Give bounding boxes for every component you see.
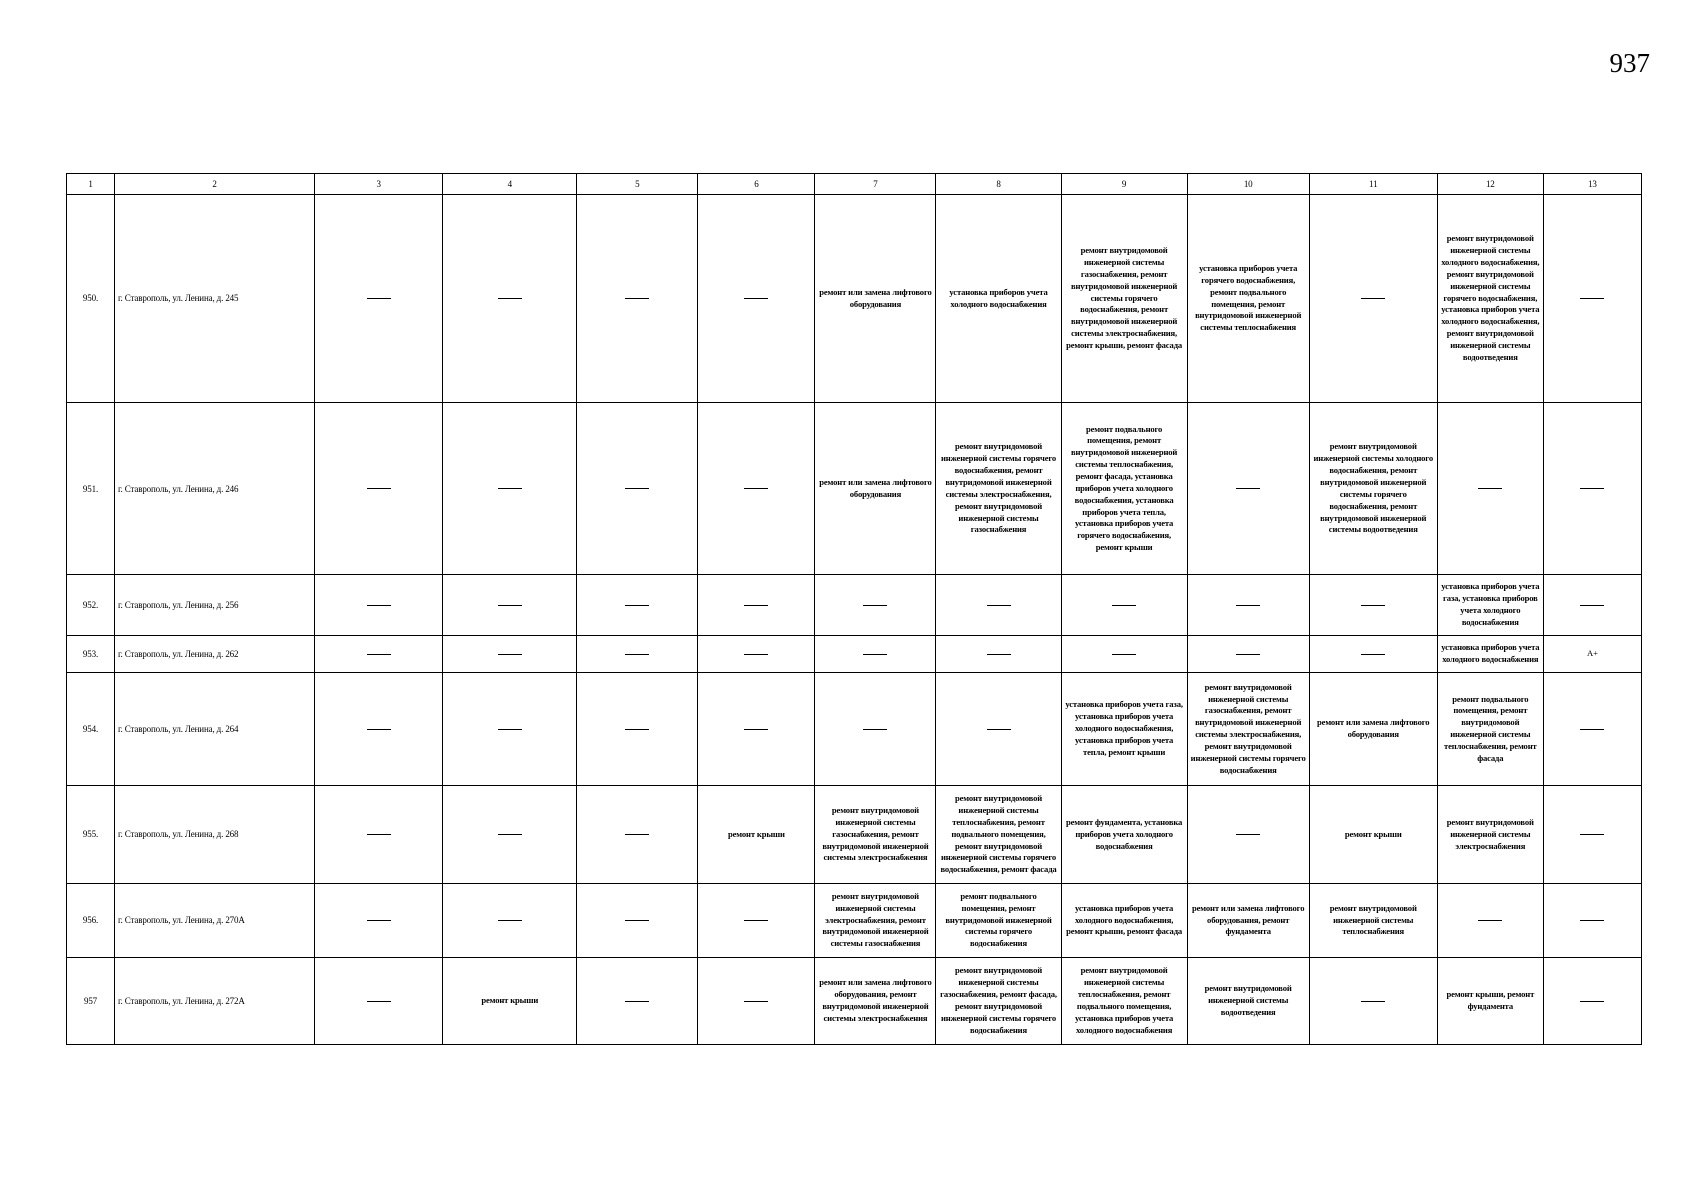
column-number-8: 8 bbox=[936, 174, 1061, 195]
empty-cell bbox=[1543, 884, 1641, 958]
dash-mark bbox=[1361, 298, 1385, 299]
work-cell: ремонт внутридомовой инженерной системы электроснабжения, ремонт внутридомовой инженерной системы газоснабжения bbox=[815, 884, 936, 958]
table-row bbox=[67, 575, 1642, 636]
empty-cell bbox=[315, 884, 443, 958]
dash-mark bbox=[863, 654, 887, 655]
dash-mark bbox=[1361, 1001, 1385, 1002]
empty-cell bbox=[1187, 403, 1309, 575]
dash-mark bbox=[498, 920, 522, 921]
empty-cell bbox=[443, 673, 577, 786]
work-cell: ремонт внутридомовой инженерной системы холодного водоснабжения, ремонт внутридомовой инженерной системы горячего водоснабжения, ремонт внутридомовой инженерной системы водоотведения bbox=[1309, 403, 1437, 575]
work-cell: ремонт внутридомовой инженерной системы газоснабжения, ремонт внутридомовой инженерной системы электроснабжения bbox=[815, 786, 936, 884]
work-cell: ремонт фундамента, установка приборов учета холодного водоснабжения bbox=[1061, 786, 1187, 884]
dash-mark bbox=[1236, 488, 1260, 489]
work-cell: А+ bbox=[1543, 636, 1641, 673]
dash-mark bbox=[744, 605, 768, 606]
empty-cell bbox=[1543, 786, 1641, 884]
dash-mark bbox=[1580, 920, 1604, 921]
empty-cell bbox=[698, 957, 815, 1044]
empty-cell bbox=[1437, 884, 1543, 958]
empty-cell bbox=[698, 194, 815, 403]
address-cell: г. Ставрополь, ул. Ленина, д. 256 bbox=[115, 575, 315, 636]
address-cell: г. Ставрополь, ул. Ленина, д. 268 bbox=[115, 786, 315, 884]
empty-cell bbox=[815, 636, 936, 673]
empty-cell bbox=[577, 194, 698, 403]
empty-cell bbox=[1437, 403, 1543, 575]
dash-mark bbox=[1478, 920, 1502, 921]
dash-mark bbox=[1361, 654, 1385, 655]
address-cell: г. Ставрополь, ул. Ленина, д. 272А bbox=[115, 957, 315, 1044]
address-cell: г. Ставрополь, ул. Ленина, д. 246 bbox=[115, 403, 315, 575]
dash-mark bbox=[367, 920, 391, 921]
dash-mark bbox=[625, 488, 649, 489]
table-row bbox=[67, 884, 1642, 958]
dash-mark bbox=[987, 729, 1011, 730]
empty-cell bbox=[815, 673, 936, 786]
dash-mark bbox=[367, 605, 391, 606]
empty-cell bbox=[577, 673, 698, 786]
table-body bbox=[67, 174, 1642, 1045]
dash-mark bbox=[863, 729, 887, 730]
work-cell: ремонт внутридомовой инженерной системы электроснабжения bbox=[1437, 786, 1543, 884]
dash-mark bbox=[987, 605, 1011, 606]
dash-mark bbox=[625, 298, 649, 299]
dash-mark bbox=[498, 605, 522, 606]
row-number: 950. bbox=[67, 194, 115, 403]
work-cell: ремонт внутридомовой инженерной системы теплоснабжения, ремонт подвального помещения, установка приборов учета холодного водоснабжения bbox=[1061, 957, 1187, 1044]
row-number: 956. bbox=[67, 884, 115, 958]
column-number-4: 4 bbox=[443, 174, 577, 195]
row-number: 952. bbox=[67, 575, 115, 636]
dash-mark bbox=[498, 298, 522, 299]
work-cell: ремонт подвального помещения, ремонт внутридомовой инженерной системы теплоснабжения, ремонт фасада, установка приборов учета холодного водоснабжения, установка приборов учета тепла, установка приборов учета горячего водоснабжения, ремонт крыши bbox=[1061, 403, 1187, 575]
empty-cell bbox=[1543, 403, 1641, 575]
work-cell: ремонт крыши bbox=[443, 957, 577, 1044]
empty-cell bbox=[1309, 575, 1437, 636]
work-cell: ремонт или замена лифтового оборудования, ремонт фундамента bbox=[1187, 884, 1309, 958]
table-row bbox=[67, 194, 1642, 403]
work-cell: установка приборов учета холодного водоснабжения bbox=[1437, 636, 1543, 673]
empty-cell bbox=[698, 636, 815, 673]
empty-cell bbox=[443, 194, 577, 403]
dash-mark bbox=[1580, 298, 1604, 299]
table-row bbox=[67, 673, 1642, 786]
column-number-5: 5 bbox=[577, 174, 698, 195]
empty-cell bbox=[577, 884, 698, 958]
column-number-12: 12 bbox=[1437, 174, 1543, 195]
dash-mark bbox=[1236, 834, 1260, 835]
empty-cell bbox=[1187, 786, 1309, 884]
column-number-6: 6 bbox=[698, 174, 815, 195]
work-cell: ремонт или замена лифтового оборудования bbox=[815, 194, 936, 403]
empty-cell bbox=[315, 403, 443, 575]
empty-cell bbox=[1543, 673, 1641, 786]
address-cell: г. Ставрополь, ул. Ленина, д. 264 bbox=[115, 673, 315, 786]
empty-cell bbox=[698, 403, 815, 575]
work-cell: установка приборов учета холодного водоснабжения bbox=[936, 194, 1061, 403]
work-cell: ремонт внутридомовой инженерной системы газоснабжения, ремонт внутридомовой инженерной системы горячего водоснабжения, ремонт внутридомовой инженерной системы электроснабжения, ремонт крыши, ремонт фасада bbox=[1061, 194, 1187, 403]
work-cell: ремонт внутридомовой инженерной системы теплоснабжения, ремонт подвального помещения, ремонт внутридомовой инженерной системы горячего водоснабжения, ремонт фасада bbox=[936, 786, 1061, 884]
column-number-10: 10 bbox=[1187, 174, 1309, 195]
table-row bbox=[67, 957, 1642, 1044]
column-number-2: 2 bbox=[115, 174, 315, 195]
dash-mark bbox=[1580, 1001, 1604, 1002]
work-cell: ремонт крыши bbox=[1309, 786, 1437, 884]
empty-cell bbox=[1309, 636, 1437, 673]
dash-mark bbox=[1112, 605, 1136, 606]
dash-mark bbox=[744, 1001, 768, 1002]
dash-mark bbox=[367, 729, 391, 730]
table-row bbox=[67, 786, 1642, 884]
dash-mark bbox=[367, 654, 391, 655]
work-cell: ремонт внутридомовой инженерной системы горячего водоснабжения, ремонт внутридомовой инженерной системы электроснабжения, ремонт внутридомовой инженерной системы газоснабжения bbox=[936, 403, 1061, 575]
empty-cell bbox=[315, 673, 443, 786]
work-cell: ремонт подвального помещения, ремонт внутридомовой инженерной системы теплоснабжения, ремонт фасада bbox=[1437, 673, 1543, 786]
address-cell: г. Ставрополь, ул. Ленина, д. 262 bbox=[115, 636, 315, 673]
column-number-7: 7 bbox=[815, 174, 936, 195]
capital-repair-table bbox=[66, 173, 1642, 1045]
work-cell: ремонт внутридомовой инженерной системы холодного водоснабжения, ремонт внутридомовой инженерной системы горячего водоснабжения, установка приборов учета холодного водоснабжения, ремонт внутридомовой инженерной системы водоотведения bbox=[1437, 194, 1543, 403]
empty-cell bbox=[1543, 957, 1641, 1044]
work-cell: ремонт крыши bbox=[698, 786, 815, 884]
empty-cell bbox=[1061, 575, 1187, 636]
empty-cell bbox=[443, 575, 577, 636]
dash-mark bbox=[625, 920, 649, 921]
empty-cell bbox=[1187, 636, 1309, 673]
work-cell: ремонт или замена лифтового оборудования bbox=[1309, 673, 1437, 786]
empty-cell bbox=[577, 786, 698, 884]
empty-cell bbox=[315, 957, 443, 1044]
dash-mark bbox=[1112, 654, 1136, 655]
empty-cell bbox=[315, 786, 443, 884]
column-number-3: 3 bbox=[315, 174, 443, 195]
empty-cell bbox=[698, 575, 815, 636]
dash-mark bbox=[1236, 654, 1260, 655]
empty-cell bbox=[1543, 575, 1641, 636]
dash-mark bbox=[625, 729, 649, 730]
work-cell: ремонт внутридомовой инженерной системы газоснабжения, ремонт внутридомовой инженерной системы электроснабжения, ремонт внутридомовой инженерной системы горячего водоснабжения bbox=[1187, 673, 1309, 786]
dash-mark bbox=[498, 654, 522, 655]
dash-mark bbox=[367, 488, 391, 489]
empty-cell bbox=[936, 673, 1061, 786]
empty-cell bbox=[1309, 957, 1437, 1044]
empty-cell bbox=[315, 575, 443, 636]
column-number-1: 1 bbox=[67, 174, 115, 195]
dash-mark bbox=[498, 488, 522, 489]
work-cell: ремонт крыши, ремонт фундамента bbox=[1437, 957, 1543, 1044]
row-number: 953. bbox=[67, 636, 115, 673]
empty-cell bbox=[577, 403, 698, 575]
work-cell: ремонт внутридомовой инженерной системы водоотведения bbox=[1187, 957, 1309, 1044]
table-row bbox=[67, 636, 1642, 673]
empty-cell bbox=[577, 636, 698, 673]
row-number: 957 bbox=[67, 957, 115, 1044]
empty-cell bbox=[577, 575, 698, 636]
empty-cell bbox=[698, 884, 815, 958]
address-cell: г. Ставрополь, ул. Ленина, д. 270А bbox=[115, 884, 315, 958]
header-row bbox=[67, 174, 1642, 195]
empty-cell bbox=[1543, 194, 1641, 403]
row-number: 954. bbox=[67, 673, 115, 786]
dash-mark bbox=[625, 834, 649, 835]
table-row bbox=[67, 403, 1642, 575]
empty-cell bbox=[1061, 636, 1187, 673]
work-cell: установка приборов учета горячего водоснабжения, ремонт подвального помещения, ремонт внутридомовой инженерной системы теплоснабжения bbox=[1187, 194, 1309, 403]
page-number: 937 bbox=[1609, 48, 1650, 78]
empty-cell bbox=[1309, 194, 1437, 403]
dash-mark bbox=[1580, 729, 1604, 730]
dash-mark bbox=[1580, 488, 1604, 489]
dash-mark bbox=[498, 729, 522, 730]
empty-cell bbox=[815, 575, 936, 636]
dash-mark bbox=[744, 729, 768, 730]
dash-mark bbox=[1478, 488, 1502, 489]
dash-mark bbox=[625, 654, 649, 655]
work-cell: ремонт подвального помещения, ремонт внутридомовой инженерной системы горячего водоснабжения bbox=[936, 884, 1061, 958]
row-number: 951. bbox=[67, 403, 115, 575]
empty-cell bbox=[577, 957, 698, 1044]
work-cell: установка приборов учета газа, установка приборов учета холодного водоснабжения bbox=[1437, 575, 1543, 636]
dash-mark bbox=[744, 488, 768, 489]
empty-cell bbox=[315, 636, 443, 673]
work-cell: ремонт внутридомовой инженерной системы газоснабжения, ремонт фасада, ремонт внутридомовой инженерной системы горячего водоснабжения bbox=[936, 957, 1061, 1044]
empty-cell bbox=[443, 884, 577, 958]
empty-cell bbox=[698, 673, 815, 786]
work-cell: ремонт или замена лифтового оборудования bbox=[815, 403, 936, 575]
work-cell: ремонт внутридомовой инженерной системы теплоснабжения bbox=[1309, 884, 1437, 958]
empty-cell bbox=[443, 636, 577, 673]
row-number: 955. bbox=[67, 786, 115, 884]
empty-cell bbox=[936, 575, 1061, 636]
work-cell: установка приборов учета холодного водоснабжения, ремонт крыши, ремонт фасада bbox=[1061, 884, 1187, 958]
empty-cell bbox=[315, 194, 443, 403]
address-cell: г. Ставрополь, ул. Ленина, д. 245 bbox=[115, 194, 315, 403]
empty-cell bbox=[443, 403, 577, 575]
dash-mark bbox=[498, 834, 522, 835]
dash-mark bbox=[367, 1001, 391, 1002]
dash-mark bbox=[1580, 834, 1604, 835]
dash-mark bbox=[625, 605, 649, 606]
column-number-13: 13 bbox=[1543, 174, 1641, 195]
dash-mark bbox=[987, 654, 1011, 655]
dash-mark bbox=[367, 834, 391, 835]
dash-mark bbox=[744, 654, 768, 655]
empty-cell bbox=[443, 786, 577, 884]
column-number-9: 9 bbox=[1061, 174, 1187, 195]
dash-mark bbox=[744, 298, 768, 299]
empty-cell bbox=[936, 636, 1061, 673]
work-cell: установка приборов учета газа, установка приборов учета холодного водоснабжения, установка приборов учета тепла, ремонт крыши bbox=[1061, 673, 1187, 786]
dash-mark bbox=[863, 605, 887, 606]
dash-mark bbox=[1236, 605, 1260, 606]
column-number-11: 11 bbox=[1309, 174, 1437, 195]
dash-mark bbox=[744, 920, 768, 921]
work-cell: ремонт или замена лифтового оборудования, ремонт внутридомовой инженерной системы электроснабжения bbox=[815, 957, 936, 1044]
dash-mark bbox=[625, 1001, 649, 1002]
dash-mark bbox=[1361, 605, 1385, 606]
empty-cell bbox=[1187, 575, 1309, 636]
dash-mark bbox=[367, 298, 391, 299]
dash-mark bbox=[1580, 605, 1604, 606]
